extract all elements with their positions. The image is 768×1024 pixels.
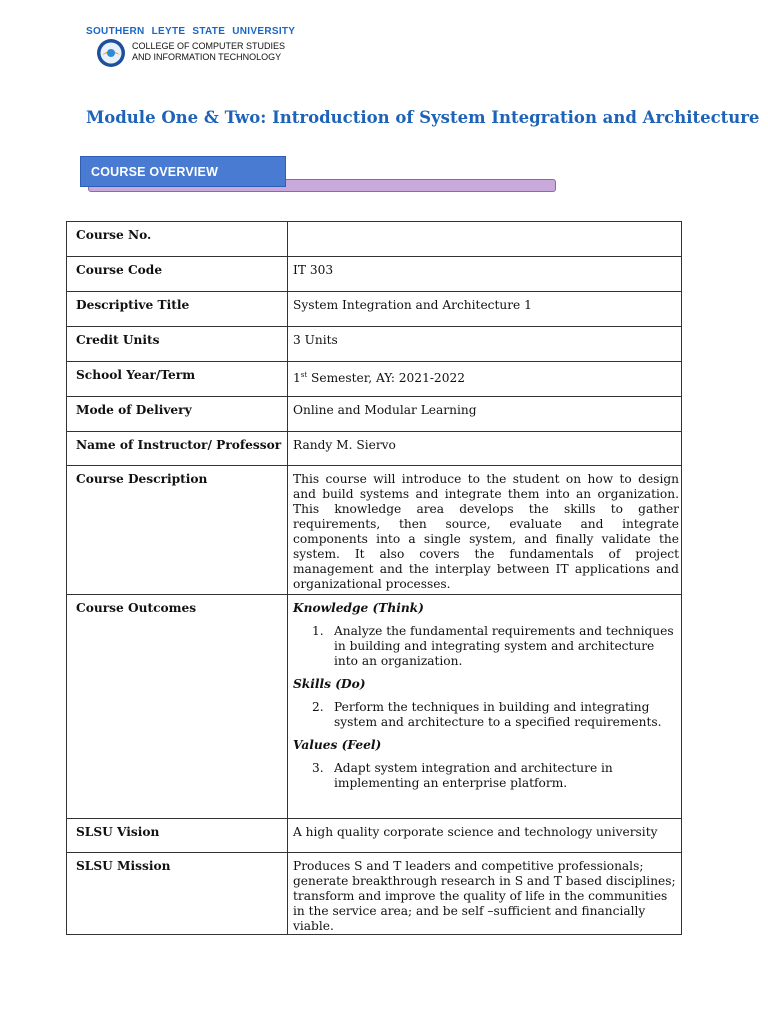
descriptive-title-label: Descriptive Title [67,292,288,327]
course-description-value: This course will introduce to the student on how to design and build systems and integrate them into an organization. This knowledge area develops the skills to gather requirements, then source, evaluate and integrate components into a single system, and finally validate the system. It also covers the fundamentals of project management and the interplay between IT applications and organizational processes. [288,466,682,595]
outcome-item [312,700,679,730]
course-code-value: IT 303 [288,257,682,292]
slsu-vision-value: A high quality corporate science and technology university [288,819,682,853]
table-row [67,853,682,935]
course-no-label: Course No. [67,222,288,257]
course-code-label: Course Code [67,257,288,292]
school-year-value [288,362,682,397]
table-row [67,327,682,362]
outcome-number: 1. [312,624,324,638]
table-row [67,819,682,853]
outcome-heading-values: Values (Feel) [293,738,382,752]
outcome-item [312,761,679,791]
college-line-2: AND INFORMATION TECHNOLOGY [132,52,282,62]
school-year-term: Semester, AY: 2021-2022 [307,371,465,386]
course-overview-table [66,221,682,935]
table-row [67,432,682,466]
outcome-text: Adapt system integration and architecture in implementing an enterprise platform. [334,761,613,790]
course-overview-tab: COURSE OVERVIEW [80,156,286,187]
school-year-number: 1 [293,371,301,386]
table-row [67,362,682,397]
module-title: Module One & Two: Introduction of System Integration and Architecture [86,108,760,127]
outcome-heading-skills: Skills (Do) [293,677,366,691]
school-year-ordinal: st [300,371,308,379]
university-name: SOUTHERN LEYTE STATE UNIVERSITY [86,26,296,37]
outcome-item [312,624,679,669]
descriptive-title-value: System Integration and Architecture 1 [288,292,682,327]
college-name [132,41,285,63]
table-row [67,397,682,432]
college-line-1: COLLEGE OF COMPUTER STUDIES [132,41,286,51]
slsu-mission-label: SLSU Mission [67,853,288,935]
table-row [67,257,682,292]
course-outcomes-label: Course Outcomes [67,595,288,819]
slsu-vision-label: SLSU Vision [67,819,288,853]
mode-of-delivery-value: Online and Modular Learning [288,397,682,432]
school-year-label: School Year/Term [67,362,288,397]
outcome-text: Perform the techniques in building and integrating system and architecture to a specified requirements. [334,700,662,729]
university-seal-icon [96,38,126,68]
table-row [67,595,682,819]
credit-units-label: Credit Units [67,327,288,362]
table-row [67,292,682,327]
credit-units-value: 3 Units [288,327,682,362]
outcome-heading-knowledge: Knowledge (Think) [293,601,424,615]
course-description-label: Course Description [67,466,288,595]
course-no-value [288,222,682,257]
course-outcomes-value [288,595,682,819]
instructor-value: Randy M. Siervo [288,432,682,466]
outcome-number: 3. [312,761,324,775]
instructor-label: Name of Instructor/ Professor [67,432,288,466]
table-row [67,466,682,595]
outcome-text: Analyze the fundamental requirements and techniques in building and integrating system and architecture into an organization. [334,624,674,668]
table-row [67,222,682,257]
slsu-mission-value: Produces S and T leaders and competitive professionals; generate breakthrough research in S and T based disciplines; transform and improve the quality of life in the communities in the service area; and be self –sufficient and financially viable. [288,853,682,935]
outcome-number: 2. [312,700,324,714]
mode-of-delivery-label: Mode of Delivery [67,397,288,432]
